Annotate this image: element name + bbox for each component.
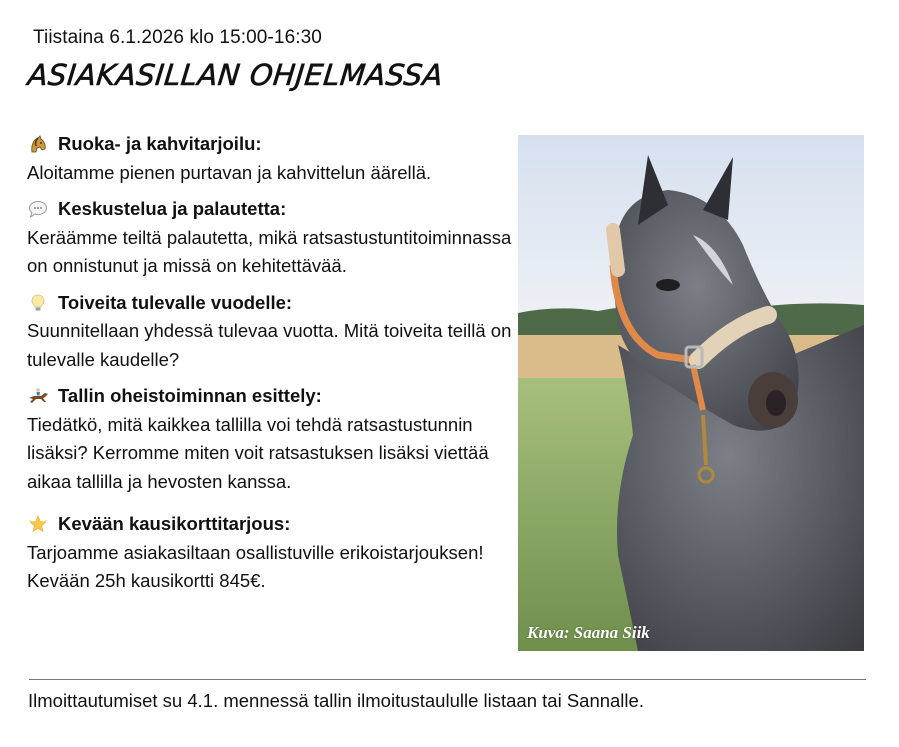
horse-photo-illustration: [518, 135, 864, 651]
section-heading: [27, 289, 512, 318]
section-heading: [27, 195, 512, 224]
section-body: Suunnitellaan yhdessä tulevaa vuotta. Mitä toiveita teillä on tulevalle kaudelle?: [27, 320, 512, 370]
horse-racing-icon: [27, 385, 49, 407]
divider: [29, 679, 866, 680]
section-heading-text: Keskustelua ja palautetta:: [58, 198, 287, 219]
registration-note: Ilmoittautumiset su 4.1. mennessä tallin ilmoitustaululle listaan tai Sannalle.: [28, 690, 644, 711]
program-sections: [27, 130, 512, 604]
speech-bubble-icon: [27, 198, 49, 220]
section-heading-text: Tallin oheistoiminnan esittely:: [58, 385, 322, 406]
section-body: Keräämme teiltä palautetta, mikä ratsastustuntitoiminnassa on onnistunut ja missä on kehitettävää.: [27, 226, 512, 276]
lightbulb-icon: [27, 292, 49, 314]
section-body: Aloitamme pienen purtavan ja kahvittelun äärellä.: [27, 161, 432, 183]
glowing-star-icon: [27, 513, 49, 535]
horse-photo: [518, 135, 864, 651]
section-heading-text: Toiveita tulevalle vuodelle:: [58, 291, 293, 313]
section-heading-text: Ruoka- ja kahvitarjoilu:: [58, 133, 262, 154]
date-line: Tiistaina 6.1.2026 klo 15:00-16:30: [33, 27, 322, 48]
section-body: Tiedätkö, mitä kaikkea tallilla voi tehdä ratsastustunnin lisäksi? Kerromme miten voit ratsastuksen lisäksi viettää aikaa tallilla ja hevosten kanssa.: [27, 413, 489, 492]
section-heading-text: Kevään kausikorttitarjous:: [58, 513, 291, 534]
section-stable-activities: [27, 382, 512, 496]
section-body: Tarjoamme asiakasiltaan osallistuville erikoistarjouksen! Kevään 25h kausikortti 845€.: [27, 541, 484, 591]
section-season-card-offer: [27, 510, 512, 596]
section-heading: [27, 130, 512, 159]
horse-face-icon: [27, 133, 49, 155]
section-heading: [27, 510, 512, 539]
section-heading: [27, 382, 512, 411]
section-wishes: [27, 289, 512, 375]
photo-credit: Kuva: Saana Siik: [527, 623, 650, 642]
section-feedback: [27, 195, 512, 281]
section-food: [27, 130, 512, 187]
page-title: ASIAKASILLAN OHJELMASSA: [26, 58, 445, 92]
